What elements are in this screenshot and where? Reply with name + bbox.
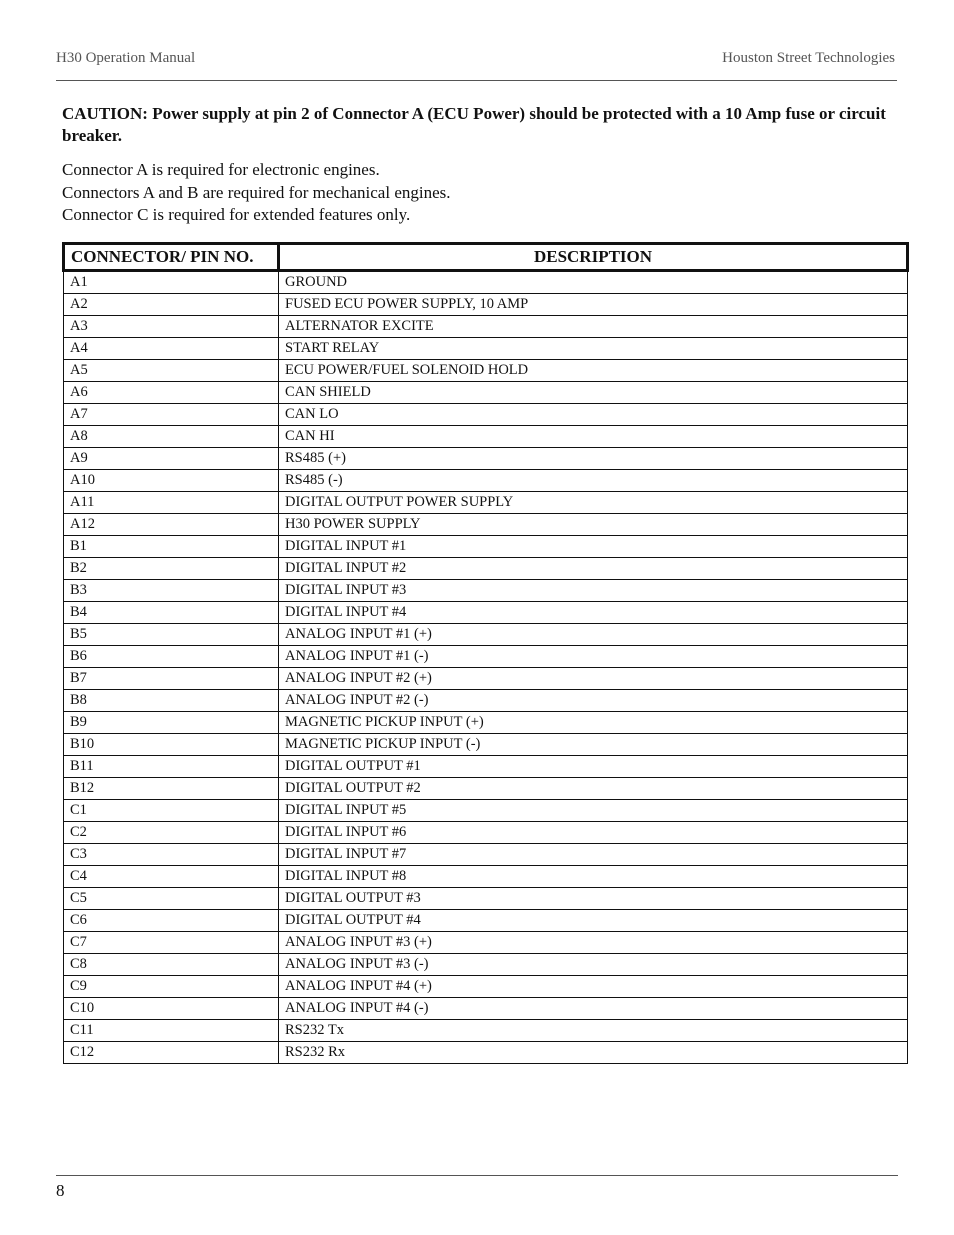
table-row bbox=[64, 844, 908, 866]
pin-number-cell: C7 bbox=[64, 932, 279, 954]
pin-number-cell: B11 bbox=[64, 756, 279, 778]
pin-description-cell: ANALOG INPUT #4 (+) bbox=[279, 976, 908, 998]
pin-number-cell: A5 bbox=[64, 360, 279, 382]
table-row bbox=[64, 910, 908, 932]
pin-number-cell: C2 bbox=[64, 822, 279, 844]
pinout-table bbox=[62, 242, 909, 1064]
pin-description-cell: ALTERNATOR EXCITE bbox=[279, 316, 908, 338]
pin-number-cell: C4 bbox=[64, 866, 279, 888]
table-row bbox=[64, 734, 908, 756]
pin-number-cell: C8 bbox=[64, 954, 279, 976]
pin-number-cell: A1 bbox=[64, 271, 279, 294]
pin-description-cell: DIGITAL OUTPUT #3 bbox=[279, 888, 908, 910]
pin-description-cell: RS485 (-) bbox=[279, 470, 908, 492]
table-header-row bbox=[64, 244, 908, 271]
pin-number-cell: C3 bbox=[64, 844, 279, 866]
table-row bbox=[64, 712, 908, 734]
pin-description-cell: CAN HI bbox=[279, 426, 908, 448]
pin-description-cell: DIGITAL OUTPUT #1 bbox=[279, 756, 908, 778]
table-row bbox=[64, 470, 908, 492]
pin-description-cell: FUSED ECU POWER SUPPLY, 10 AMP bbox=[279, 294, 908, 316]
table-row bbox=[64, 580, 908, 602]
pin-number-cell: B7 bbox=[64, 668, 279, 690]
pin-description-cell: GROUND bbox=[279, 271, 908, 294]
pin-description-cell: RS485 (+) bbox=[279, 448, 908, 470]
pin-number-cell: B4 bbox=[64, 602, 279, 624]
pin-number-cell: C1 bbox=[64, 800, 279, 822]
pin-number-cell: C10 bbox=[64, 998, 279, 1020]
table-row bbox=[64, 690, 908, 712]
pin-number-cell: B8 bbox=[64, 690, 279, 712]
intro-line: Connector A is required for electronic engines. bbox=[62, 160, 380, 179]
pin-number-cell: A4 bbox=[64, 338, 279, 360]
caution-note: CAUTION: Power supply at pin 2 of Connector A (ECU Power) should be protected with a 10 Amp fuse or circuit breaker. bbox=[62, 104, 886, 145]
table-row bbox=[64, 932, 908, 954]
pin-number-cell: B10 bbox=[64, 734, 279, 756]
table-row bbox=[64, 338, 908, 360]
pin-number-cell: A9 bbox=[64, 448, 279, 470]
pin-description-cell: START RELAY bbox=[279, 338, 908, 360]
pin-description-cell: ANALOG INPUT #2 (-) bbox=[279, 690, 908, 712]
pin-description-cell: DIGITAL INPUT #1 bbox=[279, 536, 908, 558]
page-header bbox=[56, 50, 897, 81]
table-row bbox=[64, 1020, 908, 1042]
pin-description-cell: ANALOG INPUT #4 (-) bbox=[279, 998, 908, 1020]
pin-description-cell: RS232 Rx bbox=[279, 1042, 908, 1064]
pin-description-cell: DIGITAL INPUT #4 bbox=[279, 602, 908, 624]
pin-number-cell: B12 bbox=[64, 778, 279, 800]
pin-description-cell: DIGITAL OUTPUT #4 bbox=[279, 910, 908, 932]
manual-title: H30 Operation Manual bbox=[56, 50, 196, 66]
page-number: 8 bbox=[56, 1181, 65, 1200]
pin-number-cell: B5 bbox=[64, 624, 279, 646]
table-row bbox=[64, 271, 908, 294]
table-row bbox=[64, 382, 908, 404]
pin-description-cell: RS232 Tx bbox=[279, 1020, 908, 1042]
table-row bbox=[64, 800, 908, 822]
table-row bbox=[64, 602, 908, 624]
table-row bbox=[64, 624, 908, 646]
table-body bbox=[64, 271, 908, 1064]
pin-description-cell: H30 POWER SUPPLY bbox=[279, 514, 908, 536]
connector-intro bbox=[62, 159, 451, 227]
table-row bbox=[64, 536, 908, 558]
pin-number-cell: B1 bbox=[64, 536, 279, 558]
pin-description-cell: ANALOG INPUT #2 (+) bbox=[279, 668, 908, 690]
table-row bbox=[64, 756, 908, 778]
pin-description-cell: DIGITAL INPUT #5 bbox=[279, 800, 908, 822]
pin-number-cell: A10 bbox=[64, 470, 279, 492]
pin-description-cell: DIGITAL OUTPUT POWER SUPPLY bbox=[279, 492, 908, 514]
table-row bbox=[64, 558, 908, 580]
table-row bbox=[64, 360, 908, 382]
pin-description-cell: DIGITAL INPUT #2 bbox=[279, 558, 908, 580]
pin-description-cell: DIGITAL INPUT #6 bbox=[279, 822, 908, 844]
pin-number-cell: A3 bbox=[64, 316, 279, 338]
pin-number-cell: B6 bbox=[64, 646, 279, 668]
table-row bbox=[64, 998, 908, 1020]
table-row bbox=[64, 316, 908, 338]
table-row bbox=[64, 492, 908, 514]
column-header-pin: CONNECTOR/ PIN NO. bbox=[64, 244, 279, 271]
pin-description-cell: ANALOG INPUT #1 (-) bbox=[279, 646, 908, 668]
pin-description-cell: CAN SHIELD bbox=[279, 382, 908, 404]
pin-description-cell: ANALOG INPUT #1 (+) bbox=[279, 624, 908, 646]
table-row bbox=[64, 404, 908, 426]
table-row bbox=[64, 822, 908, 844]
pin-number-cell: B2 bbox=[64, 558, 279, 580]
table-row bbox=[64, 646, 908, 668]
intro-line: Connectors A and B are required for mechanical engines. bbox=[62, 182, 451, 202]
pin-number-cell: A12 bbox=[64, 514, 279, 536]
pin-number-cell: C12 bbox=[64, 1042, 279, 1064]
pin-number-cell: A11 bbox=[64, 492, 279, 514]
pin-number-cell: B9 bbox=[64, 712, 279, 734]
column-header-description: DESCRIPTION bbox=[279, 244, 908, 271]
table-row bbox=[64, 514, 908, 536]
footer-divider bbox=[56, 1175, 898, 1176]
pin-number-cell: A7 bbox=[64, 404, 279, 426]
company-name: Houston Street Technologies bbox=[722, 50, 895, 66]
table-row bbox=[64, 448, 908, 470]
pin-number-cell: C6 bbox=[64, 910, 279, 932]
pin-number-cell: B3 bbox=[64, 580, 279, 602]
pin-description-cell: DIGITAL INPUT #8 bbox=[279, 866, 908, 888]
pin-number-cell: A2 bbox=[64, 294, 279, 316]
pin-description-cell: DIGITAL INPUT #7 bbox=[279, 844, 908, 866]
pin-number-cell: C5 bbox=[64, 888, 279, 910]
table-row bbox=[64, 778, 908, 800]
table-row bbox=[64, 954, 908, 976]
pin-description-cell: DIGITAL INPUT #3 bbox=[279, 580, 908, 602]
table-row bbox=[64, 1042, 908, 1064]
pin-description-cell: ANALOG INPUT #3 (-) bbox=[279, 954, 908, 976]
table-row bbox=[64, 866, 908, 888]
pin-description-cell: CAN LO bbox=[279, 404, 908, 426]
pin-number-cell: A8 bbox=[64, 426, 279, 448]
pin-description-cell: ANALOG INPUT #3 (+) bbox=[279, 932, 908, 954]
pin-number-cell: C9 bbox=[64, 976, 279, 998]
pin-number-cell: C11 bbox=[64, 1020, 279, 1042]
table-row bbox=[64, 976, 908, 998]
table-row bbox=[64, 668, 908, 690]
pin-description-cell: DIGITAL OUTPUT #2 bbox=[279, 778, 908, 800]
pin-description-cell: MAGNETIC PICKUP INPUT (-) bbox=[279, 734, 908, 756]
pin-description-cell: ECU POWER/FUEL SOLENOID HOLD bbox=[279, 360, 908, 382]
pin-description-cell: MAGNETIC PICKUP INPUT (+) bbox=[279, 712, 908, 734]
table-row bbox=[64, 426, 908, 448]
table-row bbox=[64, 294, 908, 316]
intro-line: Connector C is required for extended features only. bbox=[62, 205, 411, 224]
pin-number-cell: A6 bbox=[64, 382, 279, 404]
table-row bbox=[64, 888, 908, 910]
